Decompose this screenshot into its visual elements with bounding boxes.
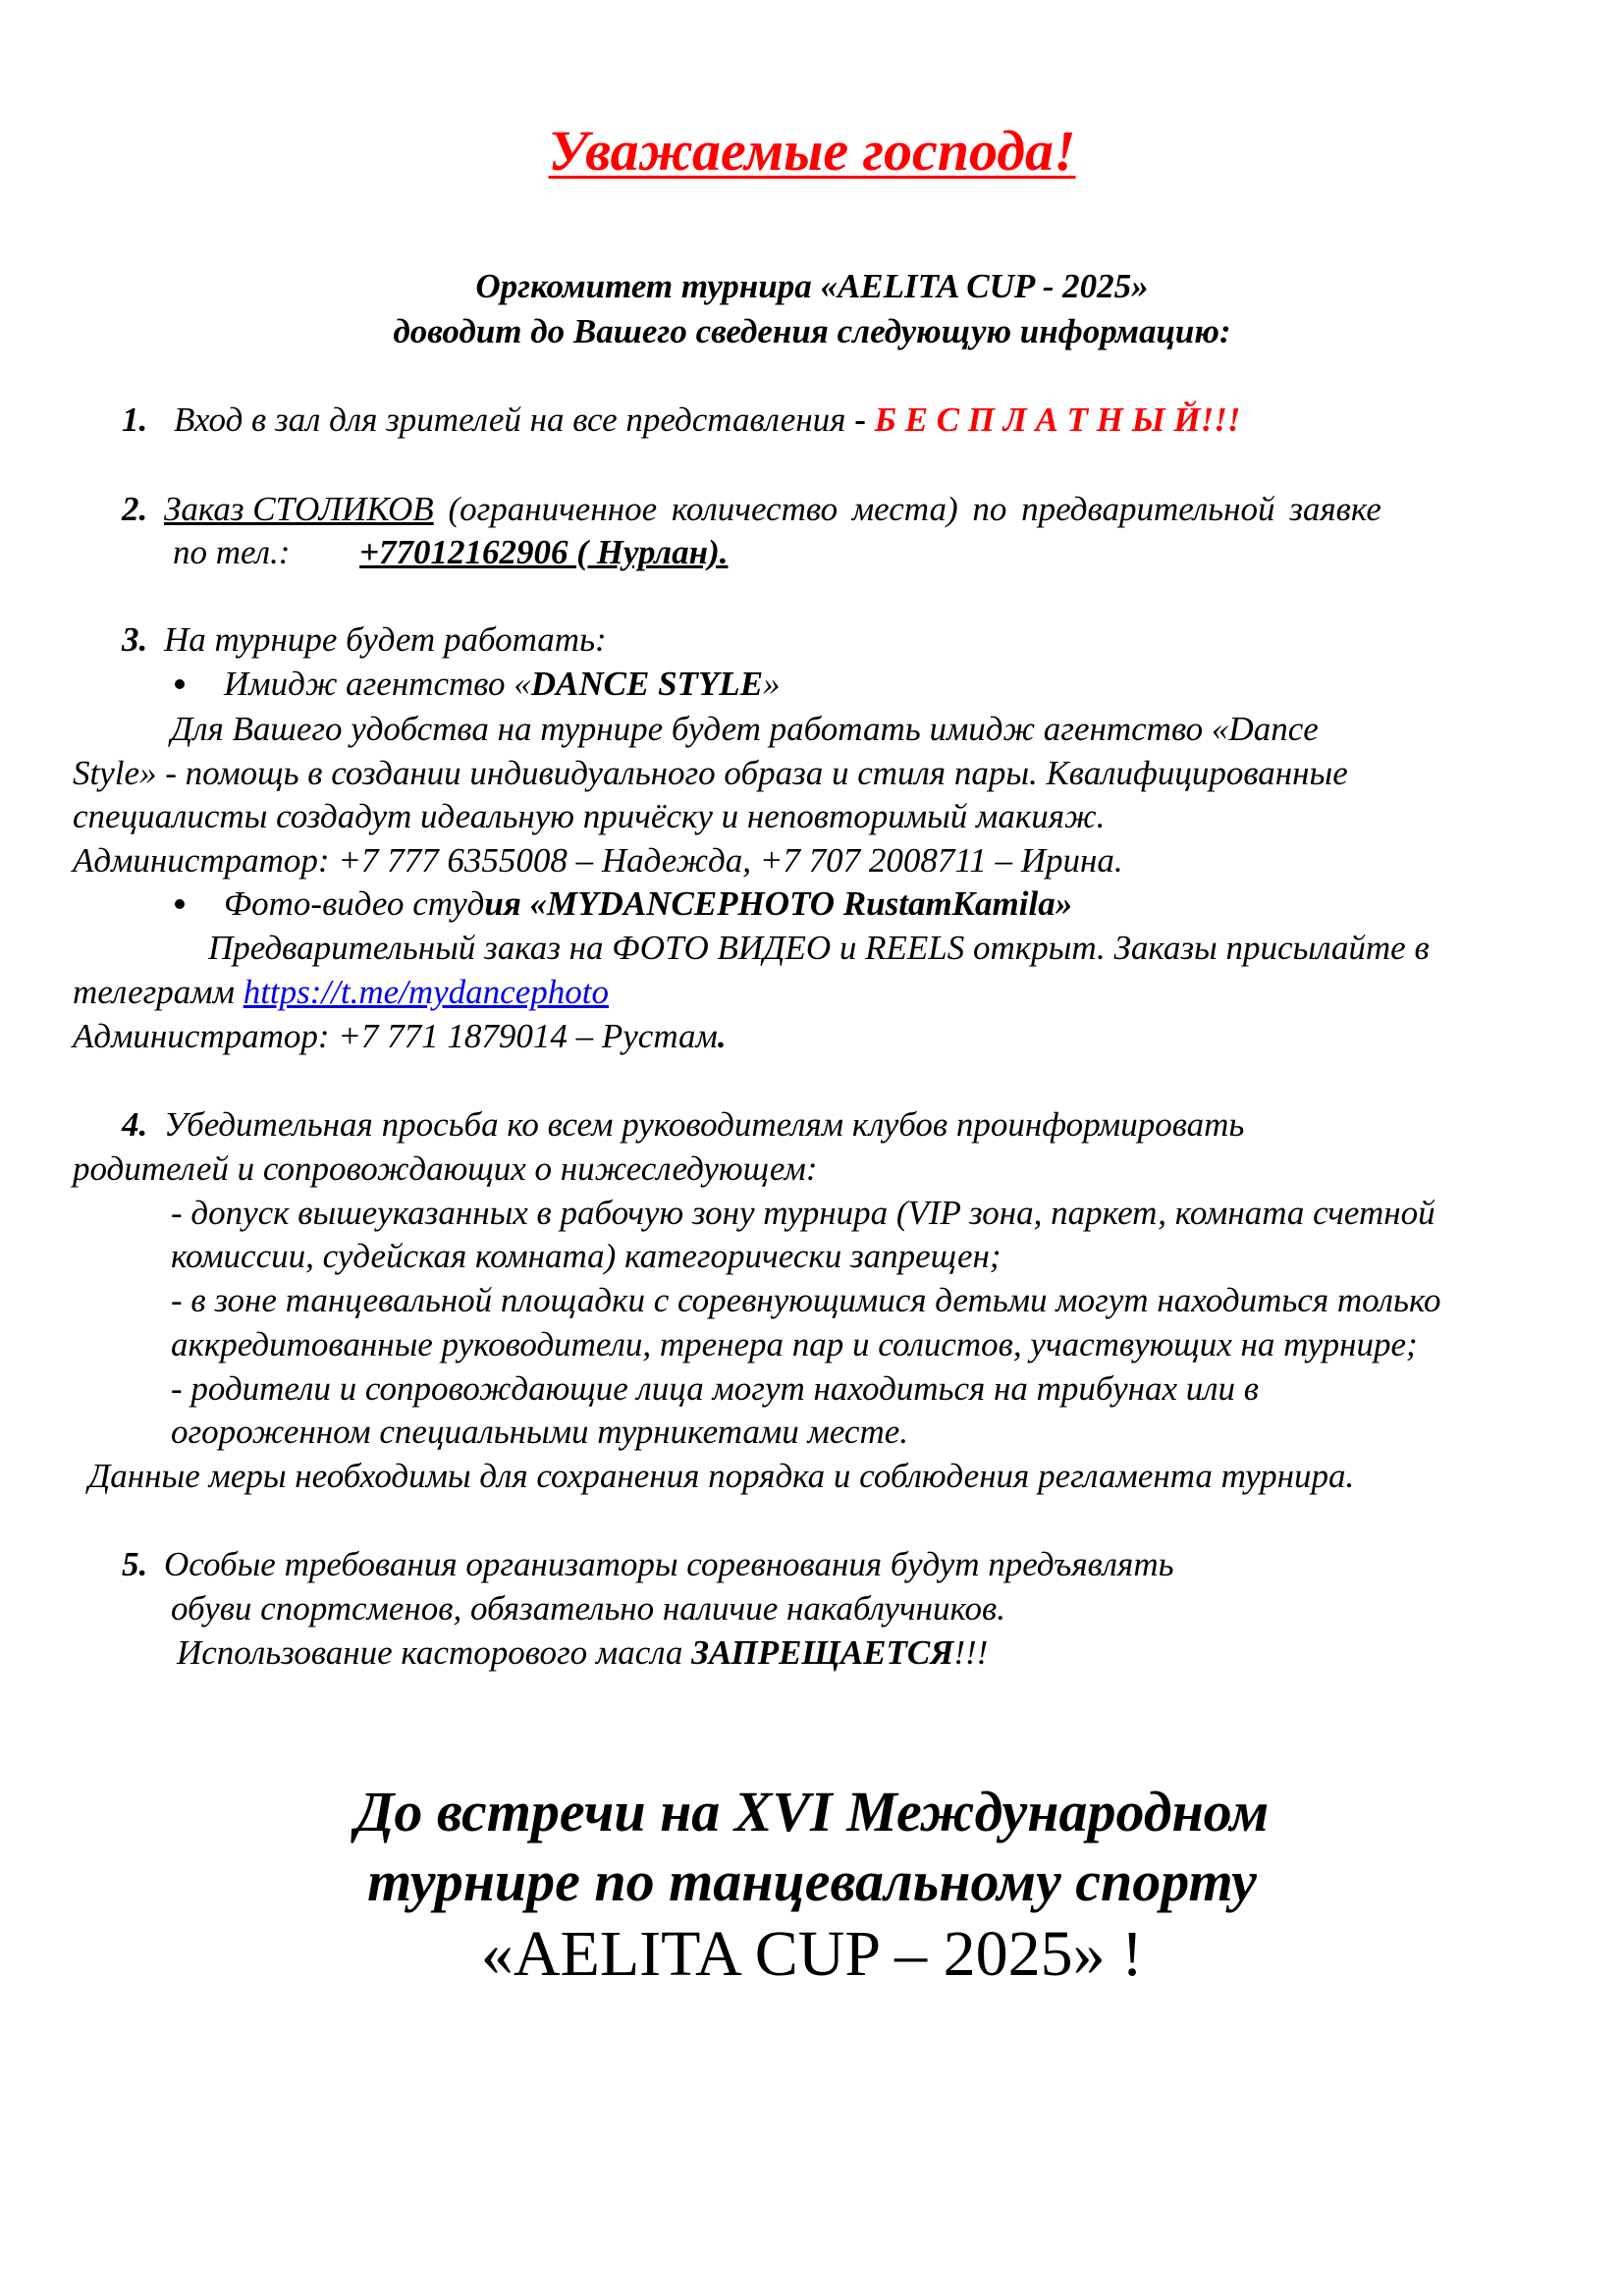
closing-line-2: турнире по танцевальному спорту (367, 1849, 1257, 1913)
item-3-number: 3. (122, 620, 148, 659)
item-4-point-1-cont: комиссии, судейская комната) категорически запрещен; (171, 1237, 1001, 1275)
item-3-para-1-line-3: специалисты создадут идеальную причёску и неповторимый макияж. (73, 797, 1106, 835)
item-1-free: Б Е С П Л А Т Н Ы Й!!! (874, 400, 1241, 439)
item-5-number: 5. (122, 1545, 148, 1583)
item-4-line-1: 4. Убедительная просьба ко всем руководителям клубов проинформировать (122, 1105, 1245, 1144)
item-3-bullet-1: Имидж агентство «DANCE STYLE» (175, 663, 781, 706)
item-5-line-3: Использование касторового масла ЗАПРЕЩАЕТСЯ!!! (177, 1633, 989, 1672)
item-2-number: 2. (122, 490, 148, 528)
item-4-point-1: - допуск вышеуказанных в рабочую зону турнира (VIP зона, паркет, комната счетной (171, 1194, 1435, 1232)
telegram-link[interactable]: https://t.me/mydancephoto (243, 973, 609, 1011)
item-3-para-2-line-2: телеграмм https://t.me/mydancephoto (73, 973, 609, 1011)
mydancephoto-name: ия «MYDANCEPHOTO RustamKamila» (484, 884, 1073, 923)
item-4-closing: Данные меры необходимы для сохранения порядка и соблюдения регламента турнира. (88, 1457, 1355, 1495)
item-4-point-3-cont: огороженном специальными турникетами месте. (171, 1413, 909, 1451)
item-2-phone-label: по тел.: (173, 533, 291, 571)
item-5-line-2: обуви спортсменов, обязательно наличие накаблучников. (171, 1589, 1005, 1628)
item-4-point-2: - в зоне танцевальной площадки с соревнующимися детьми могут находиться только (171, 1281, 1441, 1319)
intro-line-1: Оргкомитет турнира «AELITA CUP - 2025» (475, 267, 1149, 305)
intro-line-2: доводит до Вашего сведения следующую информацию: (393, 312, 1231, 350)
item-2-phone: +77012162906 ( Нурлан). (359, 533, 729, 571)
item-3-para-1-line-2: Style» - помощь в создании индивидуального образа и стиля пары. Квалифицированные (73, 754, 1348, 792)
item-4-point-2-cont: аккредитованные руководители, тренера пар и солистов, участвующих на турнире; (171, 1325, 1418, 1363)
item-2-line-2 (173, 531, 728, 574)
dance-style-name: DANCE STYLE (530, 665, 764, 703)
item-4-number: 4. (122, 1105, 148, 1144)
closing-line-3: «AELITA CUP – 2025» ! (480, 1918, 1144, 1990)
item-1-number: 1. (122, 400, 148, 439)
closing-line-1: До встречи на XVI Международном (354, 1780, 1270, 1843)
item-3-para-2-line-1: Предварительный заказ на ФОТО ВИДЕО и REELS открыт. Заказы присылайте в (208, 929, 1430, 967)
item-1 (122, 399, 1240, 442)
bullet-icon (175, 679, 185, 689)
item-3-heading: На турнире будет работать: (164, 620, 607, 659)
item-3-admin-1: Администратор: +7 777 6355008 – Надежда, +7 707 2008711 – Ирина. (73, 841, 1123, 880)
item-5-line-1: 5. Особые требования организаторы соревнования будут предъявлять (122, 1545, 1174, 1583)
item-3-heading-line (122, 618, 607, 662)
item-2-table-order: Заказ СТОЛИКОВ (164, 490, 434, 528)
item-3-admin-2: Администратор: +7 771 1879014 – Рустам. (73, 1017, 727, 1055)
item-1-dash: - (845, 400, 875, 439)
bullet-icon (175, 899, 185, 909)
item-2-text: (ограниченное количество места) по предварительной заявке (433, 490, 1381, 528)
item-2-line-1 (122, 488, 1381, 531)
item-1-text: Вход в зал для зрителей на все представления (174, 400, 846, 439)
item-4-point-3: - родители и сопровождающие лица могут находиться на трибунах или в (171, 1369, 1259, 1408)
item-3-bullet-2: Фото-видео студия «MYDANCEPHOTO RustamKamila» (175, 882, 1072, 926)
forbidden-word: ЗАПРЕЩАЕТСЯ (691, 1633, 954, 1672)
item-4-line-2: родителей и сопровождающих о нижеследующем: (73, 1149, 818, 1188)
item-3-para-1-line-1: Для Вашего удобства на турнире будет работать имидж агентство «Dance (171, 710, 1319, 748)
page-title: Уважаемые господа! (548, 119, 1076, 183)
